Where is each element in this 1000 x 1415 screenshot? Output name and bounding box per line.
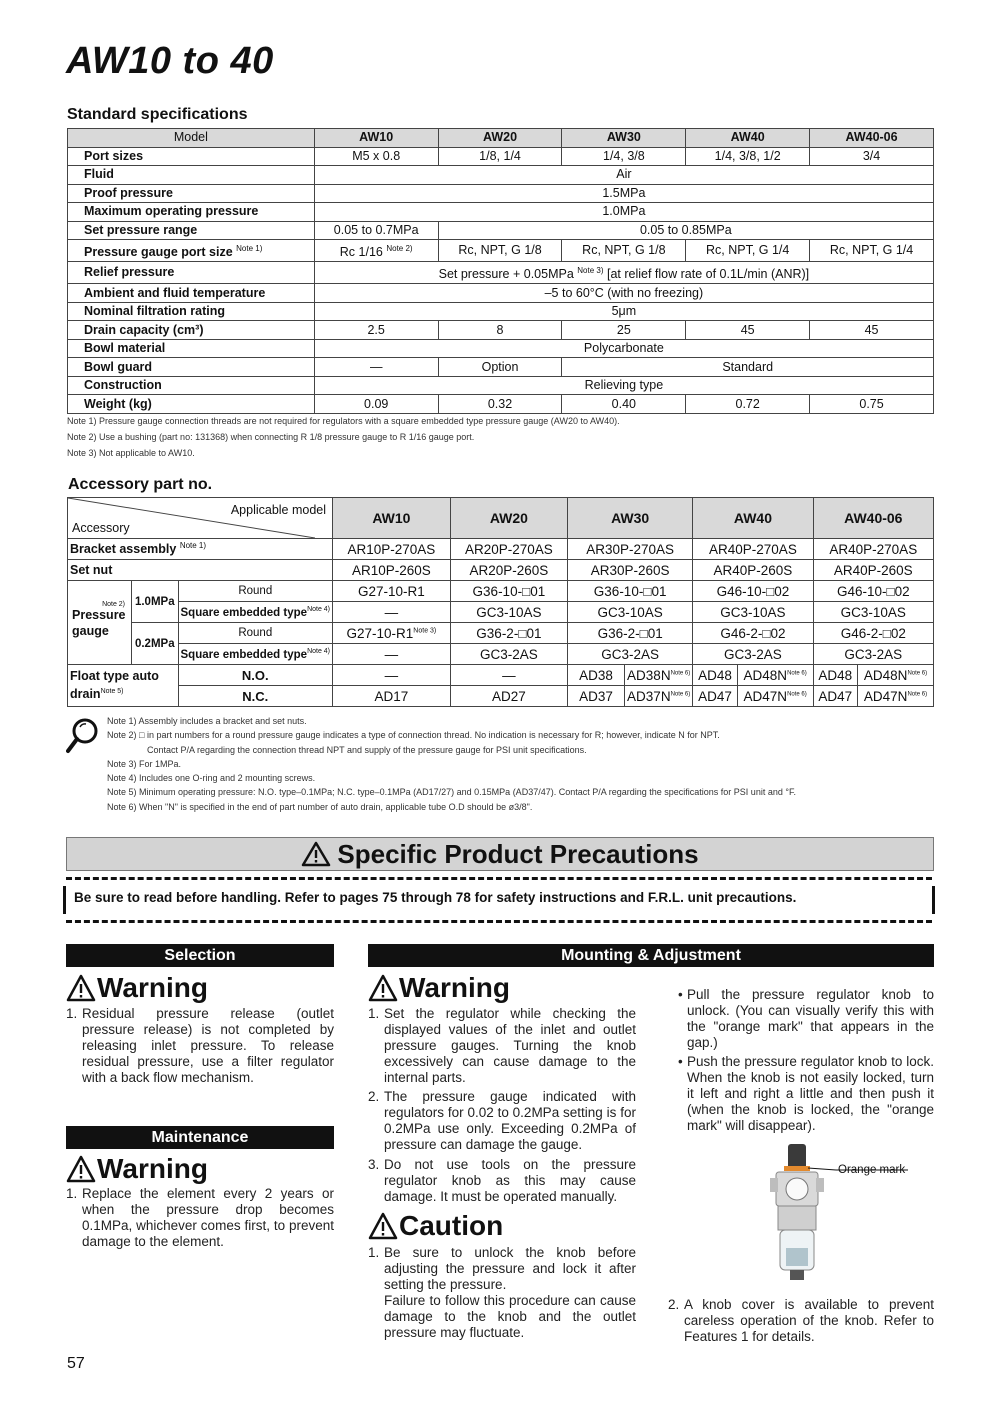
cell-text: G27-10-R1 <box>346 625 414 641</box>
corner-bottom-label: Accessory <box>72 521 130 535</box>
row-label <box>68 539 333 560</box>
row-label: Fluid <box>68 166 315 185</box>
table-cell: AR40P-270AS <box>693 539 813 560</box>
table-cell: Rc, NPT, G 1/4 <box>686 240 810 262</box>
warning-label: Warning <box>97 972 208 1003</box>
table-cell: AR10P-260S <box>333 560 451 581</box>
model-header: AW40 <box>693 498 813 539</box>
notice-border-left <box>63 886 66 914</box>
table-cell: Air <box>314 166 933 185</box>
table-cell: AR30P-270AS <box>568 539 693 560</box>
page-number: 57 <box>67 1355 85 1372</box>
table-row <box>68 665 934 686</box>
note-ref: Note 3) <box>577 266 604 276</box>
table-cell: GC3-2AS <box>813 644 933 665</box>
table-row <box>68 262 934 284</box>
table-row <box>68 221 934 240</box>
table-row <box>68 560 934 581</box>
table-cell: 8 <box>438 321 562 340</box>
mounting-item-2 <box>668 1297 934 1345</box>
table-cell: G46-2-□02 <box>693 623 813 644</box>
type-label: N.O. <box>178 665 333 686</box>
accessory-table <box>67 497 934 707</box>
row-label: Maximum operating pressure <box>68 203 315 222</box>
item-text: The pressure gauge indicated with regulators for 0.02 to 0.2MPa setting is for 0.2MPa use only. Exceeding 0.2MPa of pressure can damage the gauge. <box>384 1089 636 1152</box>
note-ref: Note 6) <box>670 670 691 676</box>
row-label: Nominal filtration rating <box>68 302 315 321</box>
maintenance-item <box>66 1186 334 1250</box>
cell-text: Rc 1/16 <box>339 245 383 260</box>
table-cell: 0.72 <box>686 395 810 414</box>
spec-header-cell: AW20 <box>438 129 562 148</box>
row-label: Set pressure range <box>68 221 315 240</box>
table-cell: — <box>333 644 451 665</box>
table-cell: — <box>333 602 451 623</box>
row-label: Construction <box>68 376 315 395</box>
note-line: Note 6) When "N" is specified in the end of part number of auto drain, applicable tube O.D should be ø3/8". <box>107 801 533 812</box>
table-row <box>68 321 934 340</box>
bullet-dot: • <box>678 987 683 1002</box>
table-cell: AR20P-260S <box>450 560 567 581</box>
row-label: Proof pressure <box>68 184 315 203</box>
note-line: Note 2) □ in part numbers for a round pressure gauge indicates a type of connection thread. No indication is necessary for R; however, indicate N for NPT. <box>107 730 720 741</box>
row-label: Bowl material <box>68 339 315 358</box>
cell-text: AD47N <box>743 688 788 704</box>
table-cell: AD48 <box>693 665 737 686</box>
corner-cell <box>68 498 333 539</box>
table-row <box>68 395 934 414</box>
table-cell: AD37 <box>568 686 625 707</box>
row-label: Relief pressure <box>68 262 315 284</box>
selection-item <box>66 1006 334 1086</box>
item-number: 1. <box>66 1186 78 1201</box>
table-cell: Option <box>438 358 562 377</box>
mounting-warning <box>368 972 510 1004</box>
note-ref: Note 6) <box>787 670 807 676</box>
note-ref: Note 6) <box>670 691 691 697</box>
row-label: Set nut <box>68 560 333 581</box>
table-cell: AR20P-270AS <box>450 539 567 560</box>
spec-header-row <box>68 129 934 148</box>
cell-text: [at relief flow rate of 0.1L/min (ANR)] <box>606 267 810 282</box>
table-cell: G27-10-R1 <box>333 581 451 602</box>
note-line: Note 3) Not applicable to AW10. <box>67 448 195 458</box>
type-label: Round <box>178 581 333 602</box>
table-cell: 1.5MPa <box>314 184 933 203</box>
note-ref: Note 2) <box>102 601 126 608</box>
table-cell: 0.09 <box>314 395 438 414</box>
table-row <box>68 581 934 602</box>
item-text: Be sure to unlock the knob before adjusting the pressure and lock it after setting the pressure. <box>384 1245 636 1292</box>
table-cell: Rc, NPT, G 1/4 <box>810 240 934 262</box>
table-cell <box>333 623 451 644</box>
caution-label: Caution <box>399 1210 504 1241</box>
table-cell: G36-2-□01 <box>450 623 567 644</box>
note-line: Note 5) Minimum operating pressure: N.O. type–0.1MPa; N.C. type–0.1MPa (AD17/27) and 0.15MPa (AD37/47). Contact P/A regarding the specifications for PSI unit and °F. <box>107 787 796 798</box>
note-line: Note 4) Includes one O-ring and 2 mounting screws. <box>107 773 316 784</box>
mounting-bar: Mounting & Adjustment <box>368 944 934 967</box>
row-label-text: Pressure gauge <box>72 607 126 638</box>
table-cell: G46-10-□02 <box>693 581 813 602</box>
warning-label: Warning <box>97 1153 208 1184</box>
mounting-item <box>368 1006 636 1086</box>
table-cell: Rc, NPT, G 1/8 <box>438 240 562 262</box>
table-cell <box>314 240 438 262</box>
bullet-item <box>676 987 934 1051</box>
orange-mark-label: Orange mark <box>838 1164 906 1176</box>
table-cell: GC3-2AS <box>450 644 567 665</box>
table-cell: AD17 <box>333 686 451 707</box>
accessory-notes <box>107 714 796 814</box>
table-cell: GC3-10AS <box>693 602 813 623</box>
note-ref: Note 6) <box>907 670 928 676</box>
type-label: Round <box>178 623 333 644</box>
model-header: AW20 <box>450 498 567 539</box>
table-row <box>68 184 934 203</box>
table-cell: 1/4, 3/8, 1/2 <box>686 147 810 166</box>
note-ref: Note 1) <box>179 541 207 551</box>
table-cell: 1.0MPa <box>314 203 933 222</box>
precautions-banner <box>66 837 934 871</box>
accessory-header-row <box>68 498 934 539</box>
cell-text: AD48N <box>863 667 908 683</box>
table-cell: — <box>450 665 567 686</box>
table-cell: AD48 <box>813 665 857 686</box>
note-ref: Note 1) <box>236 244 263 253</box>
table-cell: AD38 <box>568 665 625 686</box>
row-label: Drain capacity (cm³) <box>68 321 315 340</box>
table-cell: 1/8, 1/4 <box>438 147 562 166</box>
table-cell: 5μm <box>314 302 933 321</box>
mounting-item <box>368 1089 636 1153</box>
table-row <box>68 686 934 707</box>
table-cell: 0.75 <box>810 395 934 414</box>
row-label <box>68 240 315 262</box>
bullet-text: Push the pressure regulator knob to lock. When the knob is not easily locked, turn it left and right a little and then push it (when the knob is locked, the "orange mark" will disappear). <box>687 1054 934 1133</box>
note-line: Note 1) Assembly includes a bracket and set nuts. <box>107 716 307 726</box>
table-cell <box>737 686 813 707</box>
cell-text: Set pressure + 0.05MPa <box>438 267 574 282</box>
notice-border-right <box>932 886 935 914</box>
table-row <box>68 644 934 665</box>
table-cell: 25 <box>562 321 686 340</box>
row-label: Ambient and fluid temperature <box>68 284 315 303</box>
item-text-extra: Failure to follow this procedure can cause damage to the knob and the outlet pressure may fluctuate. <box>384 1293 636 1340</box>
type-label <box>178 644 333 665</box>
table-row <box>68 358 934 377</box>
item-text: Do not use tools on the pressure regulator knob as this may cause damage. It must be operated manually. <box>384 1157 636 1204</box>
maintenance-bar: Maintenance <box>66 1126 334 1149</box>
item-text: Residual pressure release (outlet pressure release) is not completed by releasing inlet pressure. To release residual pressure, use a filter regulator with a back flow mechanism. <box>82 1006 334 1085</box>
page-title: AW10 to 40 <box>66 40 274 82</box>
table-row <box>68 240 934 262</box>
table-row <box>68 602 934 623</box>
maintenance-warning <box>66 1153 208 1185</box>
note-ref: Note 5) <box>100 688 124 696</box>
table-cell: G46-2-□02 <box>813 623 933 644</box>
table-cell: 45 <box>686 321 810 340</box>
spec-header-cell: Model <box>68 129 315 148</box>
table-cell <box>737 665 813 686</box>
selection-warning <box>66 972 208 1004</box>
corner-top-label: Applicable model <box>230 503 327 517</box>
note-ref: Note 4) <box>307 647 331 655</box>
row-label: Port sizes <box>68 147 315 166</box>
row-label-text: Bracket assembly <box>70 542 177 557</box>
note-ref: Note 6) <box>787 691 807 697</box>
table-cell: AR40P-260S <box>693 560 813 581</box>
gauge-label-cell <box>68 581 132 665</box>
table-cell: 0.40 <box>562 395 686 414</box>
table-cell: AD47 <box>813 686 857 707</box>
table-cell: –5 to 60°C (with no freezing) <box>314 284 933 303</box>
table-cell: G46-10-□02 <box>813 581 933 602</box>
pressure-label: 0.2MPa <box>132 623 178 665</box>
table-cell: AR40P-270AS <box>813 539 933 560</box>
table-cell: — <box>333 665 451 686</box>
table-cell <box>625 665 693 686</box>
item-number: 2. <box>368 1089 380 1104</box>
bullet-item <box>676 1054 934 1134</box>
type-label-text: Square embedded type <box>180 606 308 619</box>
model-header: AW40-06 <box>813 498 933 539</box>
spec-notes <box>67 413 620 461</box>
table-cell: 1/4, 3/8 <box>562 147 686 166</box>
item-number: 3. <box>368 1157 380 1172</box>
item-number: 1. <box>66 1006 78 1021</box>
item-text: Replace the element every 2 years or when the pressure drop becomes 0.1MPa, whichever comes first, to prevent damage to the element. <box>82 1186 334 1249</box>
cell-text: AD48N <box>743 667 788 683</box>
table-cell: 45 <box>810 321 934 340</box>
item-text: A knob cover is available to prevent careless operation of the knob. Refer to Features 1 for details. <box>684 1297 934 1344</box>
table-row <box>68 302 934 321</box>
table-cell: GC3-10AS <box>813 602 933 623</box>
spec-table <box>67 128 934 414</box>
note-ref: Note 6) <box>907 691 928 697</box>
table-cell <box>314 262 933 284</box>
model-header: AW30 <box>568 498 693 539</box>
table-cell: GC3-2AS <box>693 644 813 665</box>
table-row <box>68 166 934 185</box>
table-cell: — <box>314 358 438 377</box>
selection-bar: Selection <box>66 944 334 967</box>
table-cell: 0.05 to 0.85MPa <box>438 221 933 240</box>
table-cell: GC3-10AS <box>450 602 567 623</box>
table-cell <box>625 686 693 707</box>
row-label-text: Pressure gauge port size <box>84 245 233 260</box>
table-cell: 3/4 <box>810 147 934 166</box>
row-label-text: Float type auto drain <box>70 669 159 702</box>
spec-header-cell: AW40-06 <box>810 129 934 148</box>
table-cell: Rc, NPT, G 1/8 <box>562 240 686 262</box>
item-number: 1. <box>368 1006 380 1021</box>
spec-header-cell: AW10 <box>314 129 438 148</box>
warning-label: Warning <box>399 972 510 1003</box>
mounting-item <box>368 1157 636 1205</box>
table-cell: AR10P-270AS <box>333 539 451 560</box>
item-number: 2. <box>668 1297 680 1312</box>
cell-text: AD37N <box>627 688 671 704</box>
table-cell: GC3-10AS <box>568 602 693 623</box>
spec-header-cell: AW30 <box>562 129 686 148</box>
row-label: Bowl guard <box>68 358 315 377</box>
cell-text: AD47N <box>863 688 908 704</box>
table-cell: AD47 <box>693 686 737 707</box>
note-line: Note 3) For 1MPa. <box>107 758 182 769</box>
table-cell: 0.05 to 0.7MPa <box>314 221 438 240</box>
magnifier-icon <box>66 716 100 756</box>
caution-item <box>368 1245 636 1341</box>
table-row <box>68 284 934 303</box>
row-label: Weight (kg) <box>68 395 315 414</box>
note-line: Note 2) Use a bushing (part no: 131368) when connecting R 1/8 pressure gauge to R 1/16 gauge port. <box>67 432 475 442</box>
warning-triangle-icon <box>66 1155 96 1183</box>
table-cell: 0.32 <box>438 395 562 414</box>
model-header: AW10 <box>333 498 451 539</box>
table-cell <box>858 665 934 686</box>
table-cell: M5 x 0.8 <box>314 147 438 166</box>
accessory-heading: Accessory part no. <box>68 476 213 493</box>
table-row <box>68 539 934 560</box>
table-row <box>68 147 934 166</box>
table-cell: Standard <box>562 358 934 377</box>
type-label <box>178 602 333 623</box>
table-cell: GC3-2AS <box>568 644 693 665</box>
type-label-text: Square embedded type <box>180 648 308 661</box>
table-cell: 2.5 <box>314 321 438 340</box>
item-number: 1. <box>368 1245 380 1260</box>
table-row <box>68 376 934 395</box>
table-cell: G36-2-□01 <box>568 623 693 644</box>
type-label: N.C. <box>178 686 333 707</box>
table-cell: Polycarbonate <box>314 339 933 358</box>
table-row <box>68 339 934 358</box>
mounting-caution <box>368 1210 503 1242</box>
note-ref: Note 3) <box>413 627 437 634</box>
float-label-cell <box>68 665 179 707</box>
note-ref: Note 4) <box>307 605 331 613</box>
table-cell: AR40P-260S <box>813 560 933 581</box>
bullet-text: Pull the pressure regulator knob to unlock. (You can visually verify this with the "orange mark" that appears in the gap.) <box>687 987 934 1050</box>
warning-triangle-icon <box>66 974 96 1002</box>
notice-box <box>66 877 932 923</box>
note-line: Contact P/A regarding the connection thread NPT and supply of the pressure gauge for PSI unit specifications. <box>147 744 587 755</box>
warning-triangle-icon <box>368 974 398 1002</box>
cell-text: AD38N <box>627 667 671 683</box>
caution-triangle-icon <box>368 1212 398 1240</box>
table-cell: AD27 <box>450 686 567 707</box>
notice-text: Be sure to read before handling. Refer to pages 75 through 78 for safety instructions and F.R.L. unit precautions. <box>74 890 797 905</box>
regulator-illustration <box>760 1138 930 1298</box>
pressure-label: 1.0MPa <box>132 581 178 623</box>
table-cell: Relieving type <box>314 376 933 395</box>
table-cell <box>858 686 934 707</box>
bullet-dot: • <box>678 1054 683 1069</box>
table-cell: G36-10-□01 <box>568 581 693 602</box>
warning-triangle-icon <box>301 841 331 867</box>
table-row <box>68 203 934 222</box>
note-line: Note 1) Pressure gauge connection threads are not required for regulators with a square embedded type pressure gauge (AW20 to AW40). <box>67 416 620 426</box>
table-cell: G36-10-□01 <box>450 581 567 602</box>
banner-title: Specific Product Precautions <box>337 838 699 869</box>
item-text: Set the regulator while checking the displayed values of the inlet and outlet pressure gauges. Turning the knob excessively can cause damage to the internal parts. <box>384 1006 636 1085</box>
table-cell: AR30P-260S <box>568 560 693 581</box>
spec-header-cell: AW40 <box>686 129 810 148</box>
spec-heading: Standard specifications <box>67 106 248 123</box>
table-row <box>68 623 934 644</box>
note-ref: Note 2) <box>386 244 413 253</box>
